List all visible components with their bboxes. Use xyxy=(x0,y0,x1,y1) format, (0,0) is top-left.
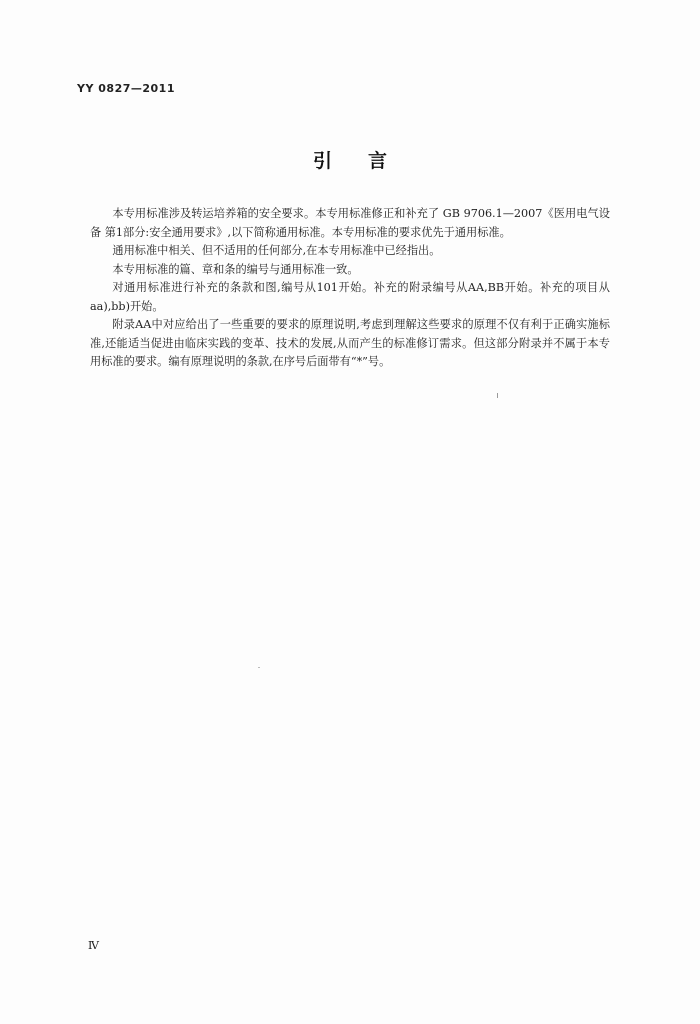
scan-artifact-dot xyxy=(258,667,260,668)
page-title: 引言 xyxy=(312,150,423,172)
paragraph-numbering: 本专用标准的篇、章和条的编号与通用标准一致。 xyxy=(112,262,359,276)
introduction-body xyxy=(90,205,610,372)
paragraph-supplement-numbering: 对通用标准进行补充的条款和图,编号从101开始。补充的附录编号从AA,BB开始。补充的项目从aa),bb)开始。 xyxy=(90,281,610,313)
paragraph-not-applicable: 通用标准中相关、但不适用的任何部分,在本专用标准中已经指出。 xyxy=(112,244,441,257)
page-number: Ⅳ xyxy=(88,939,99,952)
paragraph-scope: 本专用标准涉及转运培养箱的安全要求。本专用标准修正和补充了 GB 9706.1—2007《医用电气设备 第1部分:安全通用要求》,以下简称通用标准。本专用标准的要求优先于通用标准。 xyxy=(90,207,610,239)
paragraph-annex-aa: 附录AA中对应给出了一些重要的要求的原理说明,考虑到理解这些要求的原理不仅有利于正确实施标准,还能适当促进由临床实践的变革、技术的发展,从而产生的标准修订需求。但这部分附录并不属于本专用标准的要求。编有原理说明的条款,在序号后面带有“*”号。 xyxy=(90,318,610,368)
scan-artifact-mark xyxy=(497,393,498,398)
standard-number-header: YY 0827—2011 xyxy=(77,82,175,95)
